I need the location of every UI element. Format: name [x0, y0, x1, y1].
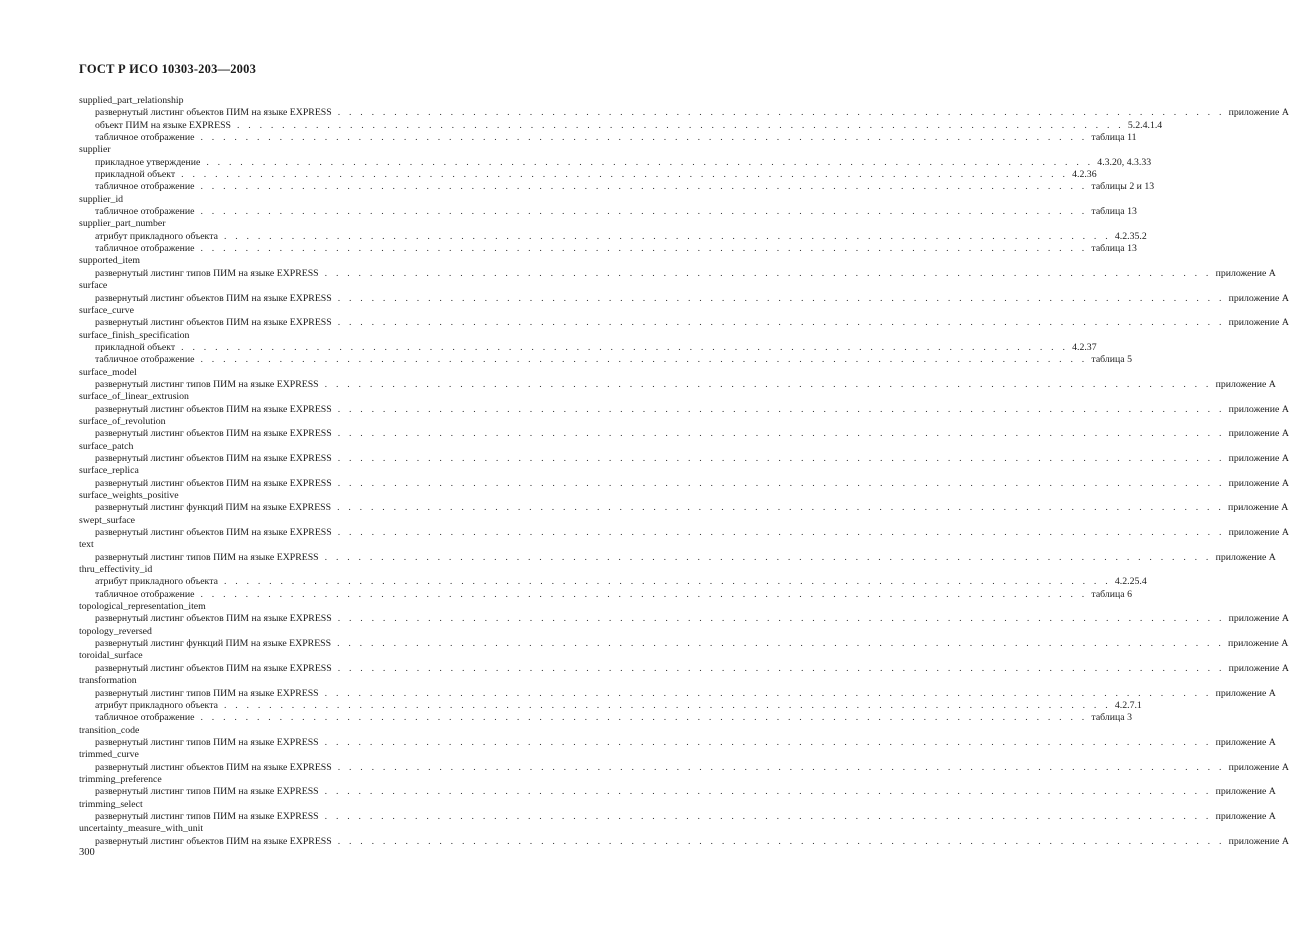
entry-reference: приложение А — [1215, 551, 1276, 563]
index-entry — [79, 181, 1155, 193]
entry-reference: приложение А — [1228, 502, 1289, 514]
index-term: surface_finish_specification — [79, 329, 190, 341]
dot-leader: . . . . . . . . . . . . . . . . . . . . . . . . . . . . . . . . . . . . . . . . . . . . . . . . . . . . . . . . . . . . . . . . . . . . . . . . . . . . . . . — [223, 699, 1111, 711]
entry-reference: приложение А — [1228, 613, 1289, 625]
entry-reference: таблица 3 — [1091, 712, 1132, 724]
entry-reference: приложение А — [1228, 761, 1289, 773]
dot-leader: . . . . . . . . . . . . . . . . . . . . . . . . . . . . . . . . . . . . . . . . . . . . . . . . . . . . . . . . . . . . . . . . . . . . . . . . . . . . . . . — [181, 341, 1069, 353]
dot-leader: . . . . . . . . . . . . . . . . . . . . . . . . . . . . . . . . . . . . . . . . . . . . . . . . . . . . . . . . . . . . . . . . . . . . . . . . . . . . . . . — [324, 736, 1212, 748]
entry-reference: 4.2.37 — [1072, 341, 1097, 353]
index-term: text — [79, 539, 94, 551]
dot-leader: . . . . . . . . . . . . . . . . . . . . . . . . . . . . . . . . . . . . . . . . . . . . . . . . . . . . . . . . . . . . . . . . . . . . . . . . . . . . . . . — [200, 588, 1088, 600]
index-entry — [79, 267, 1276, 280]
entry-reference: приложение А — [1228, 662, 1289, 674]
dot-leader: . . . . . . . . . . . . . . . . . . . . . . . . . . . . . . . . . . . . . . . . . . . . . . . . . . . . . . . . . . . . . . . . . . . . . . . . . . . . . . . — [324, 786, 1212, 798]
dot-leader: . . . . . . . . . . . . . . . . . . . . . . . . . . . . . . . . . . . . . . . . . . . . . . . . . . . . . . . . . . . . . . . . . . . . . . . . . . . . . . . — [337, 835, 1225, 847]
page-header-title: ГОСТ Р ИСО 10303-203—2003 — [79, 62, 257, 76]
index-entry — [79, 169, 1097, 181]
index-term: surface_of_revolution — [79, 415, 166, 427]
dot-leader: . . . . . . . . . . . . . . . . . . . . . . . . . . . . . . . . . . . . . . . . . . . . . . . . . . . . . . . . . . . . . . . . . . . . . . . . . . . . . . . — [337, 107, 1225, 119]
dot-leader: . . . . . . . . . . . . . . . . . . . . . . . . . . . . . . . . . . . . . . . . . . . . . . . . . . . . . . . . . . . . . . . . . . . . . . . . . . . . . . . — [200, 712, 1088, 724]
entry-label: развернутый листинг типов ПИМ на языке EXPRESS — [95, 551, 319, 563]
index-term: supplier_part_number — [79, 218, 166, 230]
dot-leader: . . . . . . . . . . . . . . . . . . . . . . . . . . . . . . . . . . . . . . . . . . . . . . . . . . . . . . . . . . . . . . . . . . . . . . . . . . . . . . . — [337, 452, 1225, 464]
dot-leader: . . . . . . . . . . . . . . . . . . . . . . . . . . . . . . . . . . . . . . . . . . . . . . . . . . . . . . . . . . . . . . . . . . . . . . . . . . . . . . . — [324, 687, 1212, 699]
entry-label: развернутый листинг объектов ПИМ на языке EXPRESS — [95, 428, 332, 440]
dot-leader: . . . . . . . . . . . . . . . . . . . . . . . . . . . . . . . . . . . . . . . . . . . . . . . . . . . . . . . . . . . . . . . . . . . . . . . . . . . . . . . — [223, 230, 1111, 242]
index-term: supported_item — [79, 255, 140, 267]
dot-leader: . . . . . . . . . . . . . . . . . . . . . . . . . . . . . . . . . . . . . . . . . . . . . . . . . . . . . . . . . . . . . . . . . . . . . . . . . . . . . . . — [223, 576, 1111, 588]
entry-reference: приложение А — [1228, 317, 1289, 329]
entry-reference: таблицы 2 и 13 — [1091, 181, 1155, 193]
dot-leader: . . . . . . . . . . . . . . . . . . . . . . . . . . . . . . . . . . . . . . . . . . . . . . . . . . . . . . . . . . . . . . . . . . . . . . . . . . . . . . . — [337, 662, 1225, 674]
index-term: surface_weights_positive — [79, 490, 179, 501]
entry-label: развернутый листинг функций ПИМ на языке EXPRESS — [95, 638, 332, 650]
dot-leader: . . . . . . . . . . . . . . . . . . . . . . . . . . . . . . . . . . . . . . . . . . . . . . . . . . . . . . . . . . . . . . . . . . . . . . . . . . . . . . . — [337, 428, 1225, 440]
entry-label: развернутый листинг функций ПИМ на языке EXPRESS — [95, 502, 332, 514]
entry-label: развернутый листинг объектов ПИМ на языке EXPRESS — [95, 403, 332, 415]
entry-reference: приложение А — [1228, 835, 1289, 847]
entry-label: табличное отображение — [95, 206, 195, 218]
index-term: thru_effectivity_id — [79, 564, 153, 576]
index-entry — [79, 736, 1276, 749]
index-term: surface_of_linear_extrusion — [79, 391, 189, 403]
index-entry — [79, 341, 1097, 354]
dot-leader: . . . . . . . . . . . . . . . . . . . . . . . . . . . . . . . . . . . . . . . . . . . . . . . . . . . . . . . . . . . . . . . . . . . . . . . . . . . . . . . — [337, 477, 1225, 489]
index-entry — [79, 354, 1132, 366]
entry-label: развернутый листинг объектов ПИМ на языке EXPRESS — [95, 107, 332, 119]
index-entry — [79, 502, 1289, 514]
entry-label: объект ПИМ на языке EXPRESS — [95, 119, 231, 131]
index-entry — [79, 477, 1289, 490]
index-term: trimmed_curve — [79, 749, 139, 761]
index-entry — [79, 230, 1147, 243]
entry-reference: приложение А — [1215, 736, 1276, 748]
index-entry — [79, 835, 1289, 848]
index-entry — [79, 132, 1137, 144]
entry-label: прикладной объект — [95, 169, 176, 181]
entry-reference: приложение А — [1215, 378, 1276, 390]
index-term: transition_code — [79, 724, 140, 736]
entry-label: атрибут прикладного объекта — [95, 230, 218, 242]
index-term: uncertainty_measure_with_unit — [79, 823, 204, 835]
index-entry — [79, 613, 1289, 625]
dot-leader: . . . . . . . . . . . . . . . . . . . . . . . . . . . . . . . . . . . . . . . . . . . . . . . . . . . . . . . . . . . . . . . . . . . . . . . . . . . . . . . — [324, 378, 1212, 390]
entry-reference: 4.2.25.4 — [1114, 576, 1147, 588]
index-term: topological_representation_item — [79, 601, 206, 613]
entry-label: развернутый листинг типов ПИМ на языке EXPRESS — [95, 736, 319, 748]
dot-leader: . . . . . . . . . . . . . . . . . . . . . . . . . . . . . . . . . . . . . . . . . . . . . . . . . . . . . . . . . . . . . . . . . . . . . . . . . . . . . . . — [337, 527, 1225, 539]
entry-label: развернутый листинг объектов ПИМ на языке EXPRESS — [95, 761, 332, 773]
entry-reference: приложение А — [1228, 527, 1289, 539]
entry-reference: приложение А — [1228, 477, 1289, 489]
dot-leader: . . . . . . . . . . . . . . . . . . . . . . . . . . . . . . . . . . . . . . . . . . . . . . . . . . . . . . . . . . . . . . . . . . . . . . . . . . . . . . . — [200, 206, 1088, 218]
entry-label: прикладной объект — [95, 341, 176, 353]
index-term: surface_replica — [79, 465, 139, 477]
dot-leader: . . . . . . . . . . . . . . . . . . . . . . . . . . . . . . . . . . . . . . . . . . . . . . . . . . . . . . . . . . . . . . . . . . . . . . . . . . . . . . . — [337, 502, 1225, 514]
index-term: toroidal_surface — [79, 650, 143, 662]
entry-label: табличное отображение — [95, 354, 195, 366]
index-term: swept_surface — [79, 514, 136, 526]
index-term: supplier_id — [79, 193, 124, 205]
dot-leader: . . . . . . . . . . . . . . . . . . . . . . . . . . . . . . . . . . . . . . . . . . . . . . . . . . . . . . . . . . . . . . . . . . . . . . . . . . . . . . . — [324, 267, 1212, 279]
entry-reference: таблица 13 — [1091, 206, 1137, 218]
index-entry — [79, 378, 1276, 391]
entry-label: атрибут прикладного объекта — [95, 699, 218, 711]
index-entry — [79, 712, 1132, 724]
dot-leader: . . . . . . . . . . . . . . . . . . . . . . . . . . . . . . . . . . . . . . . . . . . . . . . . . . . . . . . . . . . . . . . . . . . . . . . . . . . . . . . — [337, 613, 1225, 625]
dot-leader: . . . . . . . . . . . . . . . . . . . . . . . . . . . . . . . . . . . . . . . . . . . . . . . . . . . . . . . . . . . . . . . . . . . . . . . . . . . . . . . — [236, 119, 1124, 131]
dot-leader: . . . . . . . . . . . . . . . . . . . . . . . . . . . . . . . . . . . . . . . . . . . . . . . . . . . . . . . . . . . . . . . . . . . . . . . . . . . . . . . — [181, 169, 1069, 181]
index-term: trimming_preference — [79, 773, 162, 785]
entry-reference: 5.2.4.1.4 — [1127, 119, 1163, 131]
entry-reference: 4.2.35.2 — [1114, 230, 1147, 242]
entry-reference: приложение А — [1228, 107, 1289, 119]
index-entry — [79, 317, 1289, 329]
index-entry — [79, 156, 1152, 169]
entry-reference: приложение А — [1215, 267, 1276, 279]
dot-leader: . . . . . . . . . . . . . . . . . . . . . . . . . . . . . . . . . . . . . . . . . . . . . . . . . . . . . . . . . . . . . . . . . . . . . . . . . . . . . . . — [200, 243, 1088, 255]
dot-leader: . . . . . . . . . . . . . . . . . . . . . . . . . . . . . . . . . . . . . . . . . . . . . . . . . . . . . . . . . . . . . . . . . . . . . . . . . . . . . . . — [337, 638, 1225, 650]
dot-leader: . . . . . . . . . . . . . . . . . . . . . . . . . . . . . . . . . . . . . . . . . . . . . . . . . . . . . . . . . . . . . . . . . . . . . . . . . . . . . . . — [206, 156, 1094, 168]
entry-reference: 4.2.36 — [1072, 169, 1097, 181]
entry-reference: 4.3.20, 4.3.33 — [1097, 156, 1152, 168]
dot-leader: . . . . . . . . . . . . . . . . . . . . . . . . . . . . . . . . . . . . . . . . . . . . . . . . . . . . . . . . . . . . . . . . . . . . . . . . . . . . . . . — [337, 292, 1225, 304]
page-number: 300 — [79, 847, 95, 858]
entry-label: развернутый листинг объектов ПИМ на языке EXPRESS — [95, 613, 332, 625]
entry-reference: 4.2.7.1 — [1114, 699, 1142, 711]
entry-reference: таблица 6 — [1091, 588, 1132, 600]
entry-label: развернутый листинг типов ПИМ на языке EXPRESS — [95, 810, 319, 822]
entry-reference: приложение А — [1228, 428, 1289, 440]
entry-reference: приложение А — [1215, 786, 1276, 798]
index-entry — [79, 551, 1276, 564]
dot-leader: . . . . . . . . . . . . . . . . . . . . . . . . . . . . . . . . . . . . . . . . . . . . . . . . . . . . . . . . . . . . . . . . . . . . . . . . . . . . . . . — [200, 181, 1088, 193]
index-entry — [79, 662, 1289, 675]
index-entry — [79, 588, 1132, 601]
dot-leader: . . . . . . . . . . . . . . . . . . . . . . . . . . . . . . . . . . . . . . . . . . . . . . . . . . . . . . . . . . . . . . . . . . . . . . . . . . . . . . . — [337, 403, 1225, 415]
entry-label: прикладное утверждение — [95, 156, 201, 168]
index-entry — [79, 243, 1137, 255]
dot-leader: . . . . . . . . . . . . . . . . . . . . . . . . . . . . . . . . . . . . . . . . . . . . . . . . . . . . . . . . . . . . . . . . . . . . . . . . . . . . . . . — [200, 132, 1088, 144]
index-entry — [79, 638, 1289, 650]
dot-leader: . . . . . . . . . . . . . . . . . . . . . . . . . . . . . . . . . . . . . . . . . . . . . . . . . . . . . . . . . . . . . . . . . . . . . . . . . . . . . . . — [324, 551, 1212, 563]
entry-label: табличное отображение — [95, 712, 195, 724]
entry-reference: приложение А — [1215, 810, 1276, 822]
entry-label: развернутый листинг типов ПИМ на языке EXPRESS — [95, 687, 319, 699]
entry-reference: таблица 13 — [1091, 243, 1137, 255]
entry-label: атрибут прикладного объекта — [95, 576, 218, 588]
index-entry — [79, 786, 1276, 798]
entry-label: развернутый листинг объектов ПИМ на языке EXPRESS — [95, 527, 332, 539]
index-entry — [79, 452, 1289, 465]
entry-label: развернутый листинг объектов ПИМ на языке EXPRESS — [95, 477, 332, 489]
index-entry — [79, 576, 1147, 588]
entry-label: табличное отображение — [95, 181, 195, 193]
entry-label: табличное отображение — [95, 132, 195, 144]
entry-label: табличное отображение — [95, 588, 195, 600]
entry-label: развернутый листинг объектов ПИМ на языке EXPRESS — [95, 452, 332, 464]
index-list — [79, 95, 1289, 848]
index-entry — [79, 292, 1289, 305]
index-entry — [79, 107, 1289, 119]
index-entry — [79, 527, 1289, 539]
index-term: trimming_select — [79, 798, 143, 810]
entry-reference: приложение А — [1215, 687, 1276, 699]
index-term: transformation — [79, 675, 137, 687]
index-entry — [79, 206, 1137, 218]
dot-leader: . . . . . . . . . . . . . . . . . . . . . . . . . . . . . . . . . . . . . . . . . . . . . . . . . . . . . . . . . . . . . . . . . . . . . . . . . . . . . . . — [200, 354, 1088, 366]
index-term: surface_patch — [79, 440, 134, 452]
index-term: surface_curve — [79, 304, 134, 316]
entry-label: развернутый листинг объектов ПИМ на языке EXPRESS — [95, 835, 332, 847]
dot-leader: . . . . . . . . . . . . . . . . . . . . . . . . . . . . . . . . . . . . . . . . . . . . . . . . . . . . . . . . . . . . . . . . . . . . . . . . . . . . . . . — [324, 810, 1212, 822]
dot-leader: . . . . . . . . . . . . . . . . . . . . . . . . . . . . . . . . . . . . . . . . . . . . . . . . . . . . . . . . . . . . . . . . . . . . . . . . . . . . . . . — [337, 761, 1225, 773]
entry-reference: таблица 11 — [1091, 132, 1137, 144]
entry-reference: приложение А — [1228, 403, 1289, 415]
entry-label: развернутый листинг объектов ПИМ на языке EXPRESS — [95, 292, 332, 304]
index-term: topology_reversed — [79, 625, 152, 637]
index-term: supplied_part_relationship — [79, 95, 184, 106]
index-entry — [79, 687, 1276, 700]
entry-reference: таблица 5 — [1091, 354, 1132, 366]
dot-leader: . . . . . . . . . . . . . . . . . . . . . . . . . . . . . . . . . . . . . . . . . . . . . . . . . . . . . . . . . . . . . . . . . . . . . . . . . . . . . . . — [337, 317, 1225, 329]
index-term: surface — [79, 280, 108, 292]
entry-label: табличное отображение — [95, 243, 195, 255]
entry-label: развернутый листинг объектов ПИМ на языке EXPRESS — [95, 662, 332, 674]
index-entry — [79, 428, 1289, 440]
index-term: supplier — [79, 144, 111, 156]
index-entry — [79, 761, 1289, 774]
entry-label: развернутый листинг типов ПИМ на языке EXPRESS — [95, 786, 319, 798]
index-entry — [79, 403, 1289, 416]
entry-label: развернутый листинг объектов ПИМ на языке EXPRESS — [95, 317, 332, 329]
index-entry — [79, 119, 1163, 132]
entry-reference: приложение А — [1228, 638, 1289, 650]
entry-reference: приложение А — [1228, 452, 1289, 464]
entry-reference: приложение А — [1228, 292, 1289, 304]
index-term: surface_model — [79, 366, 137, 378]
index-entry — [79, 699, 1142, 712]
index-entry — [79, 810, 1276, 823]
entry-label: развернутый листинг типов ПИМ на языке EXPRESS — [95, 267, 319, 279]
entry-label: развернутый листинг типов ПИМ на языке EXPRESS — [95, 378, 319, 390]
